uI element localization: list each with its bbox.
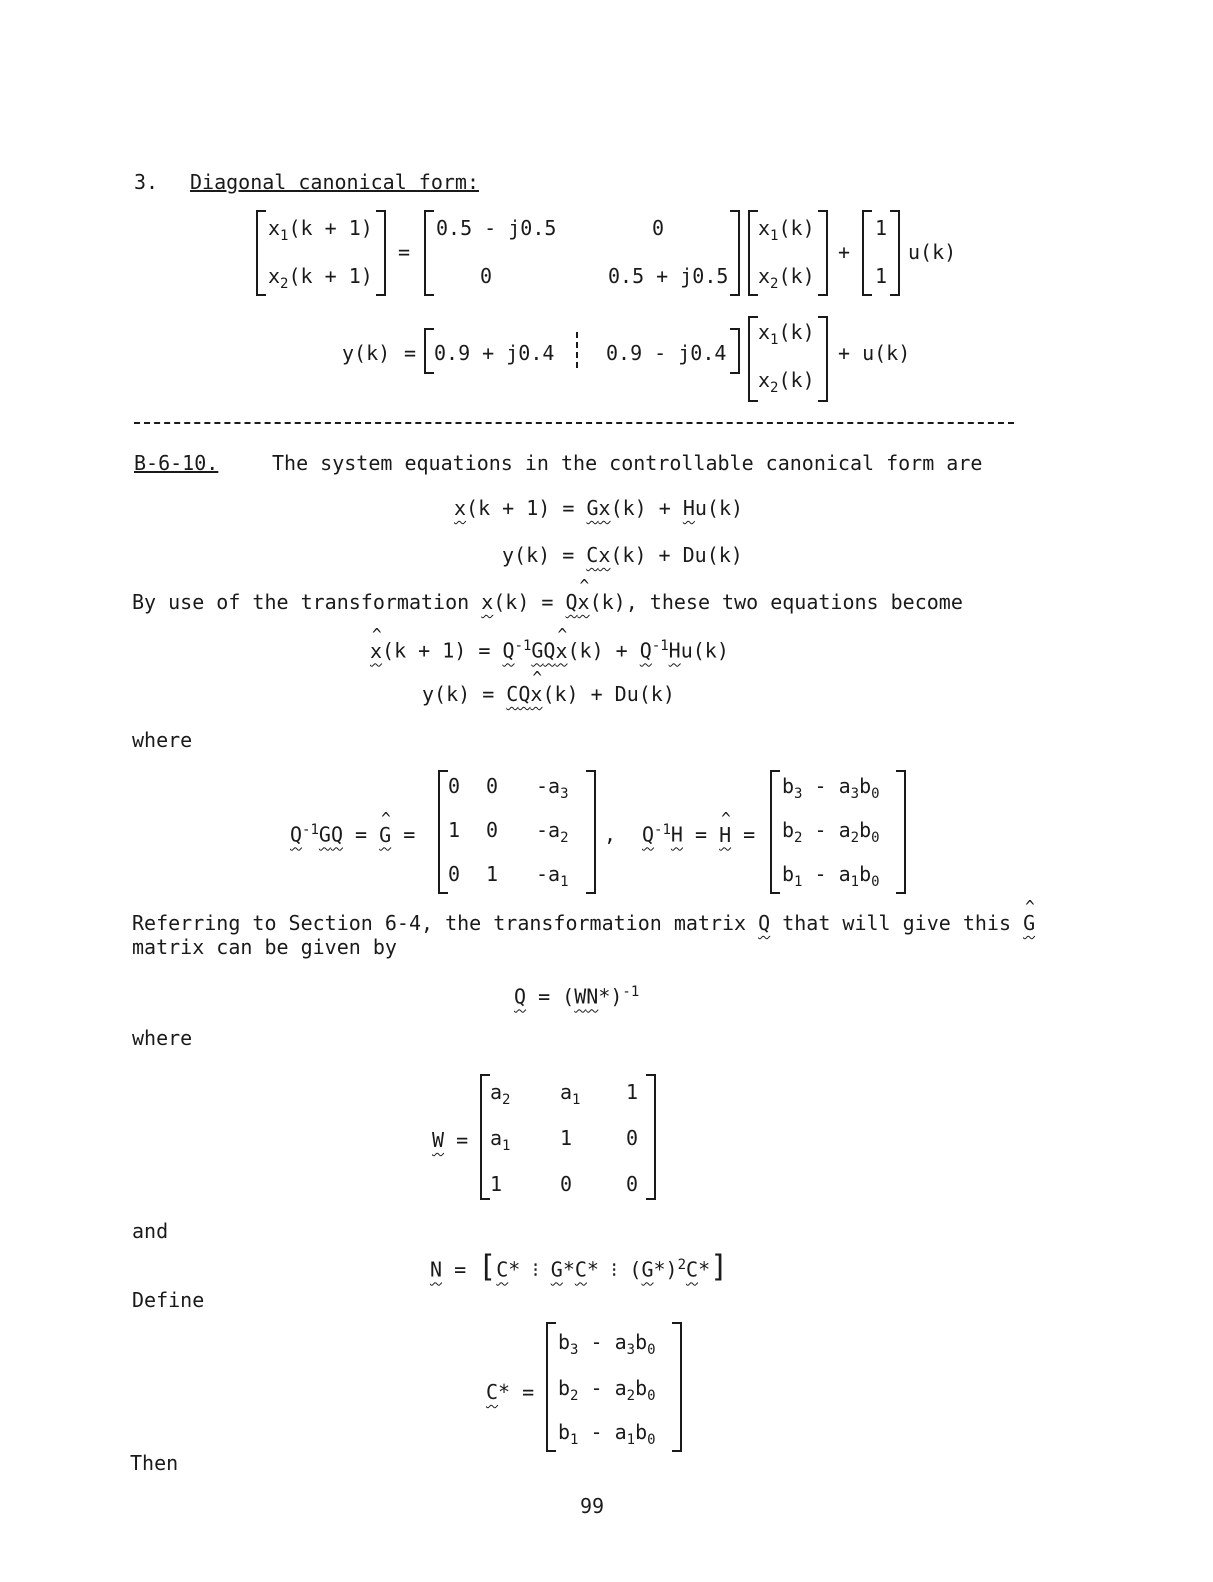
w-21: $a_1$ bbox=[490, 1126, 511, 1154]
g-21: 0 bbox=[480, 264, 493, 288]
q-equation: $Q = (WN*)^{-1}$ bbox=[514, 984, 640, 1009]
ghat-21: 1 bbox=[448, 818, 461, 842]
g-11: 0.5 - j0.5 bbox=[436, 216, 557, 240]
state-equals: = bbox=[398, 240, 411, 264]
section-heading: Diagonal canonical form: bbox=[190, 170, 479, 194]
w-32: 0 bbox=[560, 1172, 573, 1196]
n-equation: N = [C* ⁝ G*C* ⁝ $(G*)^2C*$] bbox=[430, 1249, 729, 1285]
cstar-2: $b_2 - a_2b_0$ bbox=[558, 1376, 656, 1404]
state-h-vector bbox=[862, 210, 900, 296]
hhat-2: $b_2 - a_2b_0$ bbox=[782, 818, 880, 846]
h-1: 1 bbox=[875, 216, 888, 240]
output-c-vector bbox=[424, 328, 740, 374]
g-22: 0.5 + j0.5 bbox=[608, 264, 729, 288]
c-1: 0.9 + j0.4 bbox=[434, 341, 555, 365]
ghat-13: $-a_3$ bbox=[536, 774, 569, 802]
g-12: 0 bbox=[652, 216, 665, 240]
cstar-1: $b_3 - a_3b_0$ bbox=[558, 1330, 656, 1358]
ghat-23: $-a_2$ bbox=[536, 818, 569, 846]
state-x-vector: $x_1(k)$ $x_2(k)$ bbox=[748, 210, 828, 296]
state-plus: + bbox=[838, 240, 851, 264]
define-label: Define bbox=[132, 1288, 205, 1312]
ghat-32: 1 bbox=[486, 862, 499, 886]
and-label: and bbox=[132, 1219, 169, 1243]
hhat-vector bbox=[770, 770, 906, 894]
state-g-matrix bbox=[424, 210, 740, 296]
problem-intro: The system equations in the controllable canonical form are bbox=[272, 451, 983, 475]
ref-line-2: matrix can be given by bbox=[132, 935, 397, 959]
where-label-2: where bbox=[132, 1026, 193, 1050]
then-label: Then bbox=[130, 1451, 179, 1475]
state-lhs-vector: $x_1(k + 1)$ $x_2(k + 1)$ bbox=[256, 210, 386, 296]
section-number: 3. bbox=[134, 170, 159, 194]
output-equals: = bbox=[404, 341, 417, 365]
w-lhs: W = bbox=[432, 1128, 469, 1152]
ghat-matrix bbox=[438, 770, 596, 894]
problem-label: B-6-10. bbox=[134, 451, 219, 475]
w-11: $a_2$ bbox=[490, 1080, 511, 1108]
ghat-33: $-a_1$ bbox=[536, 862, 569, 890]
w-23: 0 bbox=[626, 1126, 639, 1150]
ref-line-1: Referring to Section 6-4, the transformation matrix Q that will give this ^ G bbox=[132, 911, 1035, 935]
eq-output: y(k) = Cx(k) + Du(k) bbox=[502, 543, 743, 567]
section-divider bbox=[134, 422, 1014, 424]
output-lhs: y(k) bbox=[342, 341, 391, 365]
w-33: 0 bbox=[626, 1172, 639, 1196]
eq-transformed-output: y(k) = CQ^ x(k) + Du(k) bbox=[422, 682, 675, 706]
w-31: 1 bbox=[490, 1172, 503, 1196]
w-matrix bbox=[480, 1074, 656, 1200]
output-tail: + u(k) bbox=[838, 341, 911, 365]
cstar-3: $b_1 - a_1b_0$ bbox=[558, 1420, 656, 1448]
cstar-vector bbox=[546, 1322, 682, 1452]
where-label-1: where bbox=[132, 728, 193, 752]
hhat-3: $b_1 - a_1b_0$ bbox=[782, 862, 880, 890]
w-22: 1 bbox=[560, 1126, 573, 1150]
ghat-22: 0 bbox=[486, 818, 499, 842]
hhat-lhs: $Q^{-1}H$ = ^ H = bbox=[642, 818, 755, 847]
ghat-31: 0 bbox=[448, 862, 461, 886]
c-2: 0.9 - j0.4 bbox=[606, 341, 727, 365]
matrix-comma: , bbox=[604, 822, 617, 846]
eq-state: x(k + 1) = Gx(k) + Hu(k) bbox=[454, 496, 744, 520]
w-12: $a_1$ bbox=[560, 1080, 581, 1108]
output-x-vector: $x_1(k)$ $x_2(k)$ bbox=[748, 316, 828, 402]
w-13: 1 bbox=[626, 1080, 639, 1104]
transform-text: By use of the transformation x(k) = Q^ x(k), these two equations become bbox=[132, 590, 963, 614]
ghat-11: 0 bbox=[448, 774, 461, 798]
state-u: u(k) bbox=[908, 240, 957, 264]
page-number: 99 bbox=[580, 1494, 605, 1518]
c-separator bbox=[576, 332, 578, 368]
ghat-12: 0 bbox=[486, 774, 499, 798]
eq-transformed-state: ^ $x(k + 1) = Q^{-1}GQ\^{}$ $x(k) + Q^{-1}Hu(k)$ bbox=[370, 634, 729, 663]
cstar-lhs: C* = bbox=[486, 1380, 535, 1404]
ghat-lhs: $Q^{-1}GQ$ = ^ G = bbox=[290, 818, 415, 847]
h-2: 1 bbox=[875, 264, 888, 288]
hhat-1: $b_3 - a_3b_0$ bbox=[782, 774, 880, 802]
